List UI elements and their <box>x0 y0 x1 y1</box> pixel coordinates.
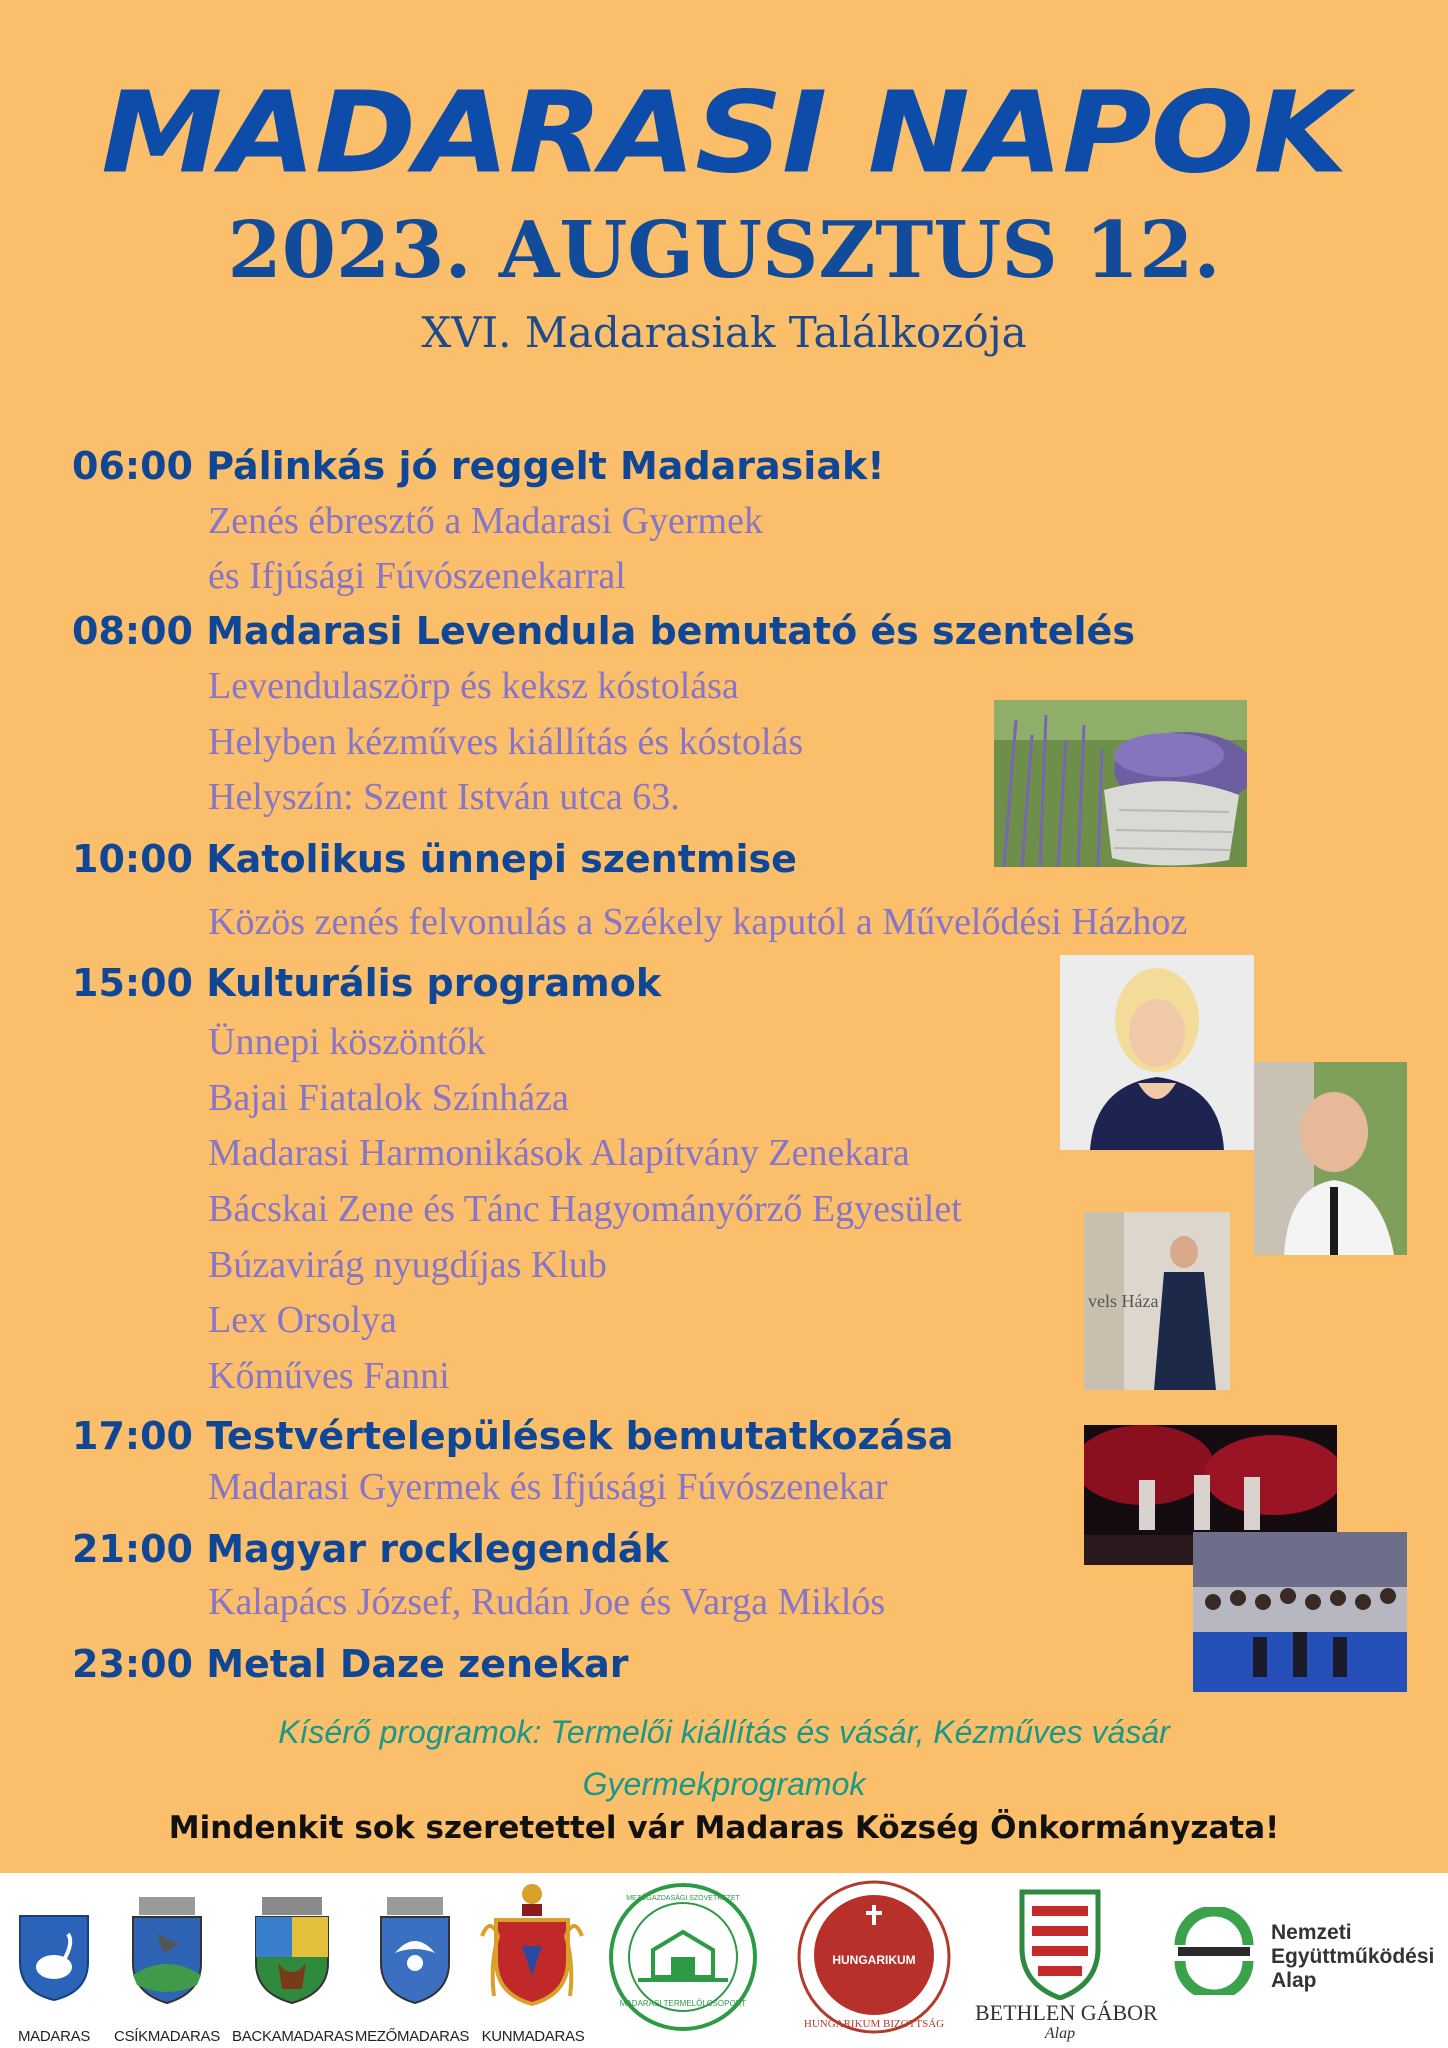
nea-logo-icon <box>1170 1907 1258 1995</box>
slot-2100-line: Kalapács József, Rudán Joe és Varga Miklós <box>208 1581 886 1623</box>
slot-0800-line: Helyszín: Szent István utca 63. <box>208 776 680 818</box>
slot-1500-line: Ünnepi köszöntők <box>208 1021 486 1063</box>
slot-1000-line: Közös zenés felvonulás a Székely kaputól a Művelődési Házhoz <box>208 901 1188 943</box>
side-programs-line-2: Gyermekprogramok <box>582 1766 866 1802</box>
crowd-band-photo <box>1193 1532 1407 1692</box>
bethlen-gabor-sub: Alap <box>1044 2025 1076 2042</box>
crest-label-backamadaras: BACKAMADARAS <box>232 2028 354 2045</box>
bethlen-gabor-shield-icon <box>1018 1888 1102 2000</box>
slot-1700-heading: 17:00 Testvértelepülések bemutatkozása <box>72 1414 954 1458</box>
slot-0600-line: és Ifjúsági Fúvószenekarral <box>208 555 626 597</box>
event-title: MADARASI NAPOK <box>101 67 1347 199</box>
crest-label-madaras: MADARAS <box>17 2028 91 2045</box>
csikmadaras-crest-icon <box>127 1893 207 2005</box>
slot-1500-heading: 15:00 Kulturális programok <box>72 961 662 1005</box>
slot-2100-heading: 21:00 Magyar rocklegendák <box>72 1527 669 1571</box>
slot-1700-line: Madarasi Gyermek és Ifjúsági Fúvószenekar <box>208 1466 888 1508</box>
wall-sign-text: vels Háza <box>1088 1291 1159 1311</box>
lavender-photo <box>994 700 1247 867</box>
hungarikum-ring-text: HUNGARIKUM BIZOTTSÁG <box>803 2018 945 2030</box>
crest-label-csikmadaras: CSÍKMADARAS <box>114 2028 220 2045</box>
mezomadaras-crest-icon <box>375 1893 455 2005</box>
portrait-photo-man <box>1254 1062 1407 1255</box>
event-subtitle: XVI. Madarasiak Találkozója <box>421 308 1027 357</box>
slot-0600-heading: 06:00 Pálinkás jó reggelt Madarasiak! <box>72 444 885 488</box>
bethlen-gabor-name: BETHLEN GÁBOR <box>975 2000 1158 2025</box>
slot-1500-line: Madarasi Harmonikások Alapítvány Zenekara <box>208 1132 910 1174</box>
hungarikum-logo-icon <box>796 1879 952 2035</box>
crest-label-mezomadaras: MEZŐMADARAS <box>354 2028 470 2045</box>
slot-1500-line: Lex Orsolya <box>208 1299 397 1341</box>
termeloi-ring-bottom-text: MADARASI TERMELŐI CSOPORT <box>619 1999 747 2008</box>
madaras-crest-icon <box>16 1912 92 2002</box>
event-date: 2023. AUGUSZTUS 12. <box>227 205 1221 296</box>
termeloi-ring-top-text: MEZŐGAZDASÁGI SZÖVETKEZET <box>626 1895 740 1902</box>
slot-0800-line: Helyben kézműves kiállítás és kóstolás <box>208 721 804 763</box>
slot-1500-line: Bácskai Zene és Tánc Hagyományőrző Egyesület <box>208 1188 962 1230</box>
slot-0600-line: Zenés ébresztő a Madarasi Gyermek <box>208 500 763 542</box>
nea-text <box>1271 1921 1434 1993</box>
slot-1500-line: Bajai Fiatalok Színháza <box>208 1077 569 1119</box>
portrait-photo-woman <box>1060 955 1254 1150</box>
nea-line: Együttműködési <box>1271 1945 1435 1968</box>
portrait-photo-woman-2 <box>1084 1212 1230 1390</box>
kunmadaras-crest-icon <box>478 1876 586 2008</box>
crest-label-kunmadaras: KUNMADARAS <box>481 2028 585 2045</box>
footer-message: Mindenkit sok szeretettel vár Madaras Község Önkormányzata! <box>168 1810 1280 1846</box>
backamadaras-crest-icon <box>250 1893 334 2005</box>
side-programs-line-1: Kísérő programok: Termelői kiállítás és vásár, Kézműves vásár <box>278 1714 1170 1750</box>
slot-1500-line: Búzavirág nyugdíjas Klub <box>208 1244 607 1286</box>
slot-1500-line: Kőműves Fanni <box>208 1355 450 1397</box>
nea-line: Alap <box>1271 1969 1317 1992</box>
slot-2300-heading: 23:00 Metal Daze zenekar <box>72 1642 629 1686</box>
hungarikum-center-text: HUNGARIKUM <box>832 1953 916 1967</box>
termeloi-csoport-logo-icon <box>608 1882 758 2032</box>
slot-0800-line: Levendulaszörp és keksz kóstolása <box>208 665 739 707</box>
slot-0800-heading: 08:00 Madarasi Levendula bemutató és szentelés <box>72 609 1135 653</box>
nea-line: Nemzeti <box>1271 1921 1352 1944</box>
slot-1000-heading: 10:00 Katolikus ünnepi szentmise <box>72 837 797 881</box>
